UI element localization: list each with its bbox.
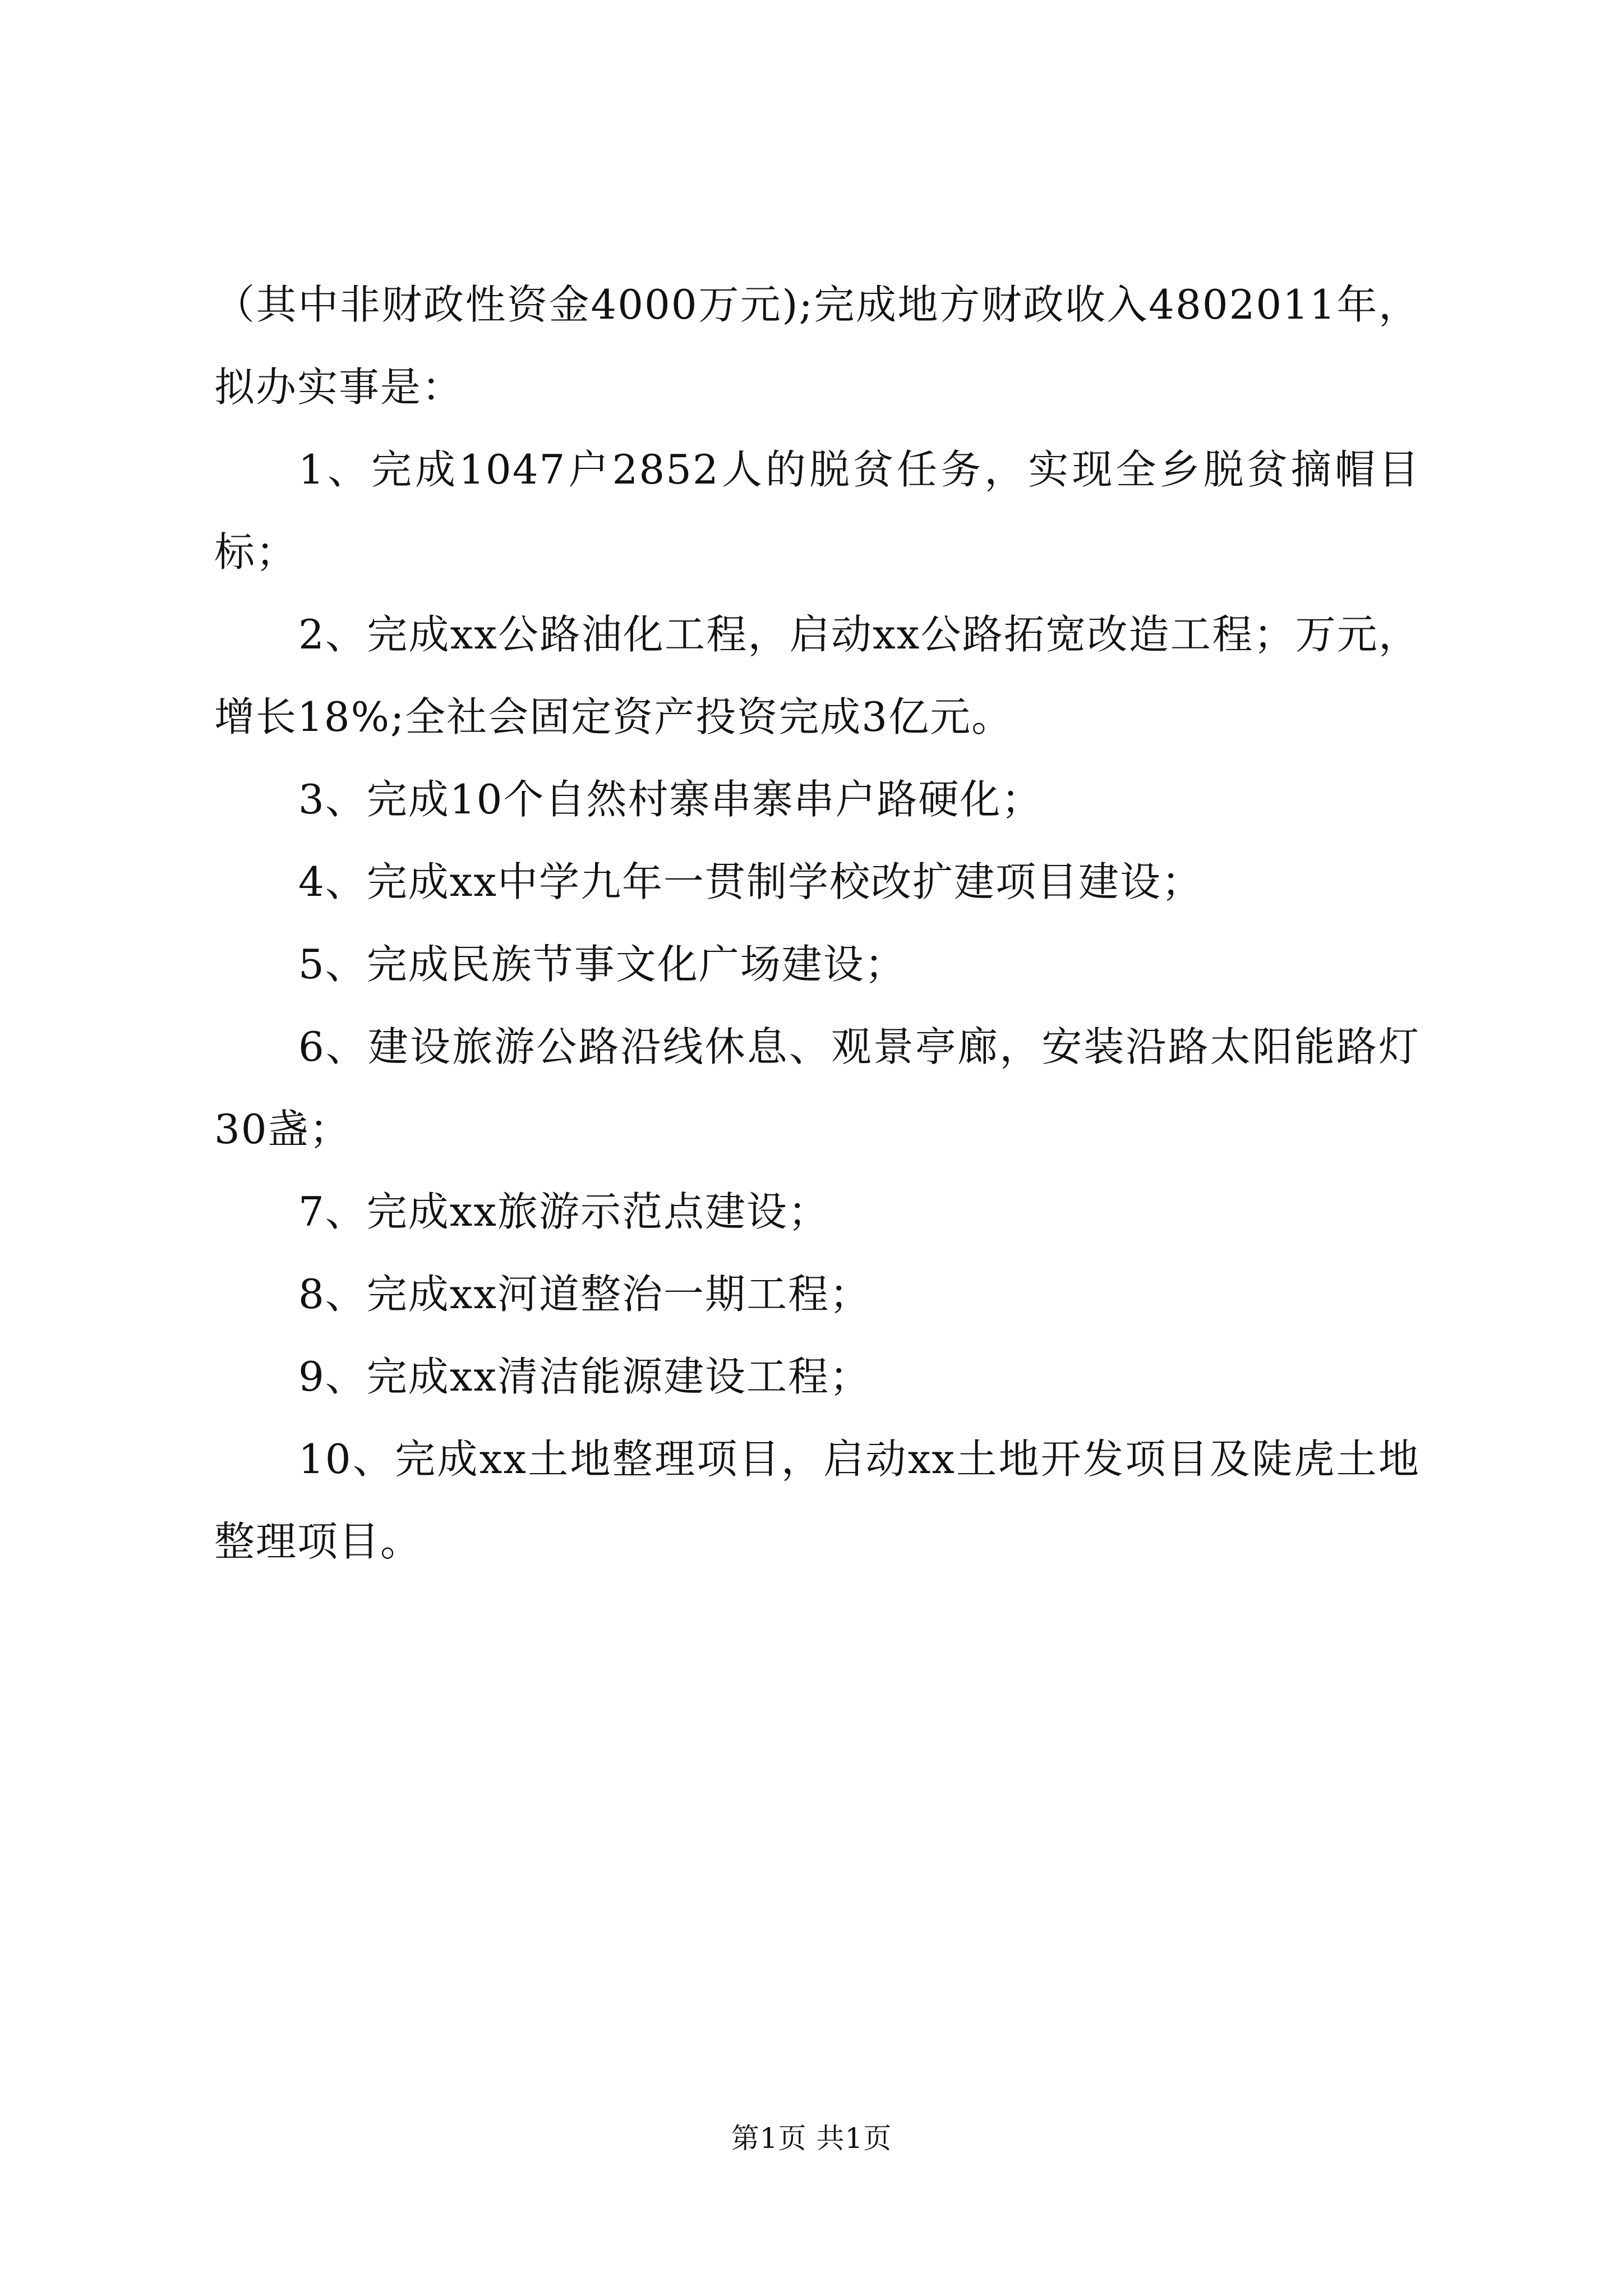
list-item-8: 8、完成xx河道整治一期工程； <box>298 1271 872 1318</box>
page-number-footer: 第1页 共1页 <box>731 2122 892 2155</box>
list-item-5: 5、完成民族节事文化广场建设； <box>298 941 906 988</box>
list-item-3: 3、完成10个自然村寨串寨串户路硬化； <box>298 776 1043 823</box>
list-item-10: 10、完成xx土地整理项目，启动xx土地开发项目及陡虎土地整理项目。 <box>214 1435 1420 1565</box>
list-item-9: 9、完成xx清洁能源建设工程； <box>298 1353 872 1400</box>
list-item-4: 4、完成xx中学九年一贯制学校改扩建项目建设； <box>298 858 1204 905</box>
list-item-6: 6、建设旅游公路沿线休息、观景亭廊，安装沿路太阳能路灯30盏； <box>214 1023 1420 1153</box>
document-body <box>214 264 1420 1583</box>
list-item-7: 7、完成xx旅游示范点建设； <box>298 1188 830 1235</box>
list-item-2: 2、完成xx公路油化工程，启动xx公路拓宽改造工程；万元，增长18%;全社会固定资产投资完成3亿元。 <box>214 611 1420 740</box>
paragraph-intro: （其中非财政性资金4000万元);完成地方财政收入4802011年，拟办实事是： <box>214 281 1420 411</box>
list-item-1: 1、完成1047户2852人的脱贫任务，实现全乡脱贫摘帽目标； <box>214 446 1420 576</box>
